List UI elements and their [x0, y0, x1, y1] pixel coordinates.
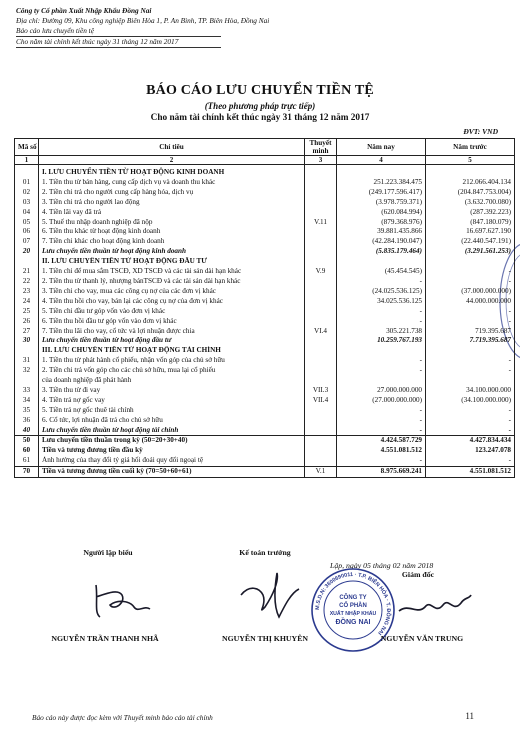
row-this-year: 34.025.536.125 [337, 297, 426, 307]
header-divider-2 [16, 47, 221, 48]
row-note [305, 257, 337, 267]
seal-line: CỔ PHẦN [339, 603, 367, 609]
row-note [305, 208, 337, 218]
table-row [15, 227, 515, 237]
table-row [15, 277, 515, 287]
currency-unit: ĐVT: VND [463, 127, 498, 136]
row-last-year: 123.247.078 [426, 446, 515, 456]
row-this-year: (42.284.190.047) [337, 237, 426, 247]
row-last-year: - [426, 416, 515, 426]
row-code: 31 [15, 356, 39, 366]
row-label: 4. Tiền trả nợ gốc vay [39, 396, 305, 406]
row-last-year: - [426, 307, 515, 317]
row-this-year: (249.177.596.417) [337, 188, 426, 198]
row-label: 5. Tiền chi đầu tư góp vốn vào đơn vị khác [39, 307, 305, 317]
row-code: 21 [15, 267, 39, 277]
row-note [305, 346, 337, 356]
row-note [305, 456, 337, 466]
row-note: V.9 [305, 267, 337, 277]
company-name: Công ty Cổ phần Xuất Nhập Khẩu Đồng Nai [16, 6, 152, 15]
table-row [15, 416, 515, 426]
table-row [15, 178, 515, 188]
row-note [305, 307, 337, 317]
report-title: BÁO CÁO LƯU CHUYỂN TIỀN TỆ [146, 83, 374, 98]
table-row [15, 356, 515, 366]
director-title: Giám đốc [401, 570, 435, 579]
row-last-year: 16.697.627.190 [426, 227, 515, 237]
row-this-year: (3.978.759.371) [337, 198, 426, 208]
row-note [305, 165, 337, 178]
row-label: 6. Cổ tức, lợi nhuận đã trả cho chủ sở hữu [39, 416, 305, 426]
table-row [15, 327, 515, 337]
row-this-year: 10.259.767.193 [337, 336, 426, 346]
row-label: 7. Tiền thu lãi cho vay, cổ tức và lợi nhuận được chia [39, 327, 305, 337]
row-this-year [337, 376, 426, 386]
row-note [305, 366, 337, 376]
table-row [15, 396, 515, 406]
row-this-year: 4.424.587.729 [337, 436, 426, 446]
row-last-year [426, 257, 515, 267]
row-code: 60 [15, 446, 39, 456]
table-row [15, 406, 515, 416]
row-label: 2. Tiền thu từ thanh lý, nhượng bánTSCĐ và các tài sản dài hạn khác [39, 277, 305, 287]
row-last-year: (3.632.700.080) [426, 198, 515, 208]
table-body [15, 165, 515, 478]
table-row [15, 376, 515, 386]
document-header [16, 6, 269, 48]
row-code: 40 [15, 426, 39, 436]
col-this-year-header: Năm nay [337, 139, 426, 156]
row-note [305, 227, 337, 237]
table-row [15, 346, 515, 356]
table-row [15, 208, 515, 218]
table-row [15, 297, 515, 307]
row-label: Tiền và tương đương tiền đầu kỳ [39, 446, 305, 456]
row-code: 70 [15, 467, 39, 478]
row-code: 03 [15, 198, 39, 208]
row-this-year: (879.368.976) [337, 218, 426, 228]
row-last-year: (204.847.753.004) [426, 188, 515, 198]
row-label: III. LƯU CHUYỂN TIỀN TỪ HOẠT ĐỘNG TÀI CHÍNH [39, 346, 305, 356]
table-header-row [15, 139, 515, 156]
preparer-name: NGUYỄN TRẦN THANH NHÃ [51, 634, 159, 643]
row-last-year: - [426, 356, 515, 366]
row-last-year: (287.392.223) [426, 208, 515, 218]
table-row [15, 426, 515, 436]
preparer-title: Người lập biểu [83, 548, 133, 557]
row-code [15, 257, 39, 267]
row-code: 30 [15, 336, 39, 346]
row-this-year [337, 257, 426, 267]
row-this-year: - [337, 426, 426, 436]
row-label: Ảnh hưởng của thay đổi tỷ giá hối đoái quy đổi ngoại tệ [39, 456, 305, 466]
row-code: 61 [15, 456, 39, 466]
report-subtitle: (Theo phương pháp trực tiếp) [204, 101, 316, 111]
row-code: 07 [15, 237, 39, 247]
row-note [305, 188, 337, 198]
row-last-year: 4.427.834.434 [426, 436, 515, 446]
row-label: Tiền và tương đương tiền cuối kỳ (70=50+60+61) [39, 467, 305, 478]
row-code: 32 [15, 366, 39, 376]
row-label: I. LƯU CHUYỂN TIỀN TỪ HOẠT ĐỘNG KINH DOANH [39, 165, 305, 178]
row-last-year: 719.395.687 [426, 327, 515, 337]
row-label: 3. Tiền chi cho vay, mua các công cụ nợ của các đơn vị khác [39, 287, 305, 297]
col-item-header: Chỉ tiêu [39, 139, 305, 156]
row-label: 4. Tiền thu hồi cho vay, bán lại các công cụ nợ của đơn vị khác [39, 297, 305, 307]
row-last-year: (3.291.561.253) [426, 247, 515, 257]
table-row [15, 218, 515, 228]
row-label: 7. Tiền chi khác cho hoạt động kinh doanh [39, 237, 305, 247]
row-last-year [426, 165, 515, 178]
row-this-year: - [337, 307, 426, 317]
table-row [15, 456, 515, 466]
row-note [305, 178, 337, 188]
row-this-year: - [337, 277, 426, 287]
report-period: Cho năm tài chính kết thúc ngày 31 tháng 12 năm 2017 [150, 113, 370, 123]
row-this-year: (5.835.179.464) [337, 247, 426, 257]
row-last-year: - [426, 267, 515, 277]
row-note [305, 277, 337, 287]
row-last-year: - [426, 366, 515, 376]
row-note [305, 416, 337, 426]
signing-date: Lập, ngày 05 tháng 02 năm 2018 [330, 561, 434, 570]
table-row [15, 366, 515, 376]
row-this-year: - [337, 416, 426, 426]
row-last-year: 7.719.395.687 [426, 336, 515, 346]
row-label: Lưu chuyển tiền thuần trong kỳ (50=20+30+40) [39, 436, 305, 446]
table-row [15, 287, 515, 297]
row-label: 2. Tiền chi trả vốn góp cho các chủ sở hữu, mua lại cổ phiếu [39, 366, 305, 376]
row-code: 04 [15, 208, 39, 218]
col-index: 5 [426, 156, 515, 165]
row-label: Lưu chuyển tiền thuần từ hoạt động đầu tư [39, 336, 305, 346]
row-this-year: (45.454.545) [337, 267, 426, 277]
row-last-year [426, 346, 515, 356]
seal-line: CÔNG TY [339, 595, 367, 601]
row-this-year: - [337, 406, 426, 416]
row-code: 35 [15, 406, 39, 416]
row-label: 2. Tiền chi trả cho người cung cấp hàng hóa, dịch vụ [39, 188, 305, 198]
row-last-year: (847.180.079) [426, 218, 515, 228]
row-code [15, 346, 39, 356]
row-this-year [337, 165, 426, 178]
row-last-year: - [426, 406, 515, 416]
row-label: 6. Tiền thu khác từ hoạt động kinh doanh [39, 227, 305, 237]
row-code: 23 [15, 287, 39, 297]
row-code: 06 [15, 227, 39, 237]
row-last-year: - [426, 277, 515, 287]
table-row [15, 247, 515, 257]
row-label: 4. Tiền lãi vay đã trả [39, 208, 305, 218]
row-code: 22 [15, 277, 39, 287]
seal-line: ĐỒNG NAI [335, 619, 371, 626]
row-note [305, 237, 337, 247]
row-last-year [426, 376, 515, 386]
row-label: của doanh nghiệp đã phát hành [39, 376, 305, 386]
row-code [15, 376, 39, 386]
row-this-year: 305.221.738 [337, 327, 426, 337]
table-row [15, 436, 515, 446]
row-note [305, 336, 337, 346]
table-row [15, 307, 515, 317]
preparer-signature [88, 575, 158, 623]
row-note [305, 317, 337, 327]
report-name: Báo cáo lưu chuyển tiền tệ [16, 26, 94, 35]
chief-accountant-name: NGUYỄN THỊ KHUYÊN [221, 634, 309, 643]
row-code: 02 [15, 188, 39, 198]
row-note [305, 406, 337, 416]
col-index: 2 [39, 156, 305, 165]
chief-accountant-title: Kế toán trưởng [239, 548, 291, 557]
row-code: 50 [15, 436, 39, 446]
row-label: 1. Tiền thu từ bán hàng, cung cấp dịch vụ và doanh thu khác [39, 178, 305, 188]
table-row [15, 467, 515, 478]
row-note [305, 356, 337, 366]
table-row [15, 198, 515, 208]
row-last-year: 212.066.404.134 [426, 178, 515, 188]
row-note: V.11 [305, 218, 337, 228]
row-note: V.1 [305, 467, 337, 478]
seal-line: XUẤT NHẬP KHẨU [329, 611, 377, 617]
row-note [305, 247, 337, 257]
row-last-year: 44.000.000.000 [426, 297, 515, 307]
col-index: 4 [337, 156, 426, 165]
row-note [305, 426, 337, 436]
row-last-year: - [426, 426, 515, 436]
director-name: NGUYỄN VĂN TRUNG [380, 634, 464, 643]
col-index: 3 [305, 156, 337, 165]
row-label: 5. Thuế thu nhập doanh nghiệp đã nộp [39, 218, 305, 228]
row-label: II. LƯU CHUYỂN TIỀN TỪ HOẠT ĐỘNG ĐẦU TƯ [39, 257, 305, 267]
row-code [15, 165, 39, 178]
row-label: 3. Tiền thu từ đi vay [39, 386, 305, 396]
table-row [15, 188, 515, 198]
row-note: VII.3 [305, 386, 337, 396]
table-row [15, 237, 515, 247]
page-number: 11 [465, 711, 474, 721]
row-label: 1. Tiền chi để mua sắm TSCĐ, XD TSCĐ và các tài sản dài hạn khác [39, 267, 305, 277]
col-code-header: Mã số [15, 139, 39, 156]
row-this-year: 251.223.384.475 [337, 178, 426, 188]
row-code: 20 [15, 247, 39, 257]
row-code: 25 [15, 307, 39, 317]
row-label: 3. Tiền chi trả cho người lao động [39, 198, 305, 208]
row-code: 34 [15, 396, 39, 406]
row-label: 1. Tiền thu từ phát hành cổ phiếu, nhận vốn góp của chủ sở hữu [39, 356, 305, 366]
row-this-year: - [337, 356, 426, 366]
col-note-header: Thuyết minh [305, 139, 337, 156]
row-label: 6. Tiền thu hồi đầu tư góp vốn vào đơn vị khác [39, 317, 305, 327]
company-address: Địa chỉ: Đường 09, Khu công nghiệp Biên Hòa 1, P. An Bình, TP. Biên Hòa, Đồng Nai [16, 16, 270, 25]
row-label: 5. Tiền trả nợ gốc thuê tài chính [39, 406, 305, 416]
chief-accountant-signature [235, 565, 305, 625]
cash-flow-table [14, 138, 515, 478]
row-last-year: (37.000.000.000) [426, 287, 515, 297]
footer-note: Báo cáo này được đọc kèm với Thuyết minh báo cáo tài chính [32, 713, 213, 722]
row-last-year: 4.551.081.512 [426, 467, 515, 478]
row-this-year: 4.551.081.512 [337, 446, 426, 456]
director-signature [395, 585, 475, 625]
row-note [305, 198, 337, 208]
row-this-year: 27.000.000.000 [337, 386, 426, 396]
row-last-year: 34.100.000.000 [426, 386, 515, 396]
row-this-year: - [337, 456, 426, 466]
table-row [15, 267, 515, 277]
row-this-year: 8.975.669.241 [337, 467, 426, 478]
row-last-year: (22.440.547.191) [426, 237, 515, 247]
row-code: 33 [15, 386, 39, 396]
table-row [15, 336, 515, 346]
row-note [305, 376, 337, 386]
row-code: 27 [15, 327, 39, 337]
row-code: 24 [15, 297, 39, 307]
row-this-year: - [337, 366, 426, 376]
row-last-year: (34.100.000.000) [426, 396, 515, 406]
row-note [305, 297, 337, 307]
row-last-year: - [426, 456, 515, 466]
row-code: 05 [15, 218, 39, 228]
col-last-year-header: Năm trước [426, 139, 515, 156]
table-row [15, 257, 515, 267]
row-this-year: 39.881.435.866 [337, 227, 426, 237]
row-note [305, 287, 337, 297]
table-row [15, 165, 515, 178]
table-row [15, 446, 515, 456]
row-this-year [337, 346, 426, 356]
row-this-year: - [337, 317, 426, 327]
row-note [305, 446, 337, 456]
row-code: 01 [15, 178, 39, 188]
row-note [305, 436, 337, 446]
row-this-year: (24.025.536.125) [337, 287, 426, 297]
row-code: 26 [15, 317, 39, 327]
row-this-year: (27.000.000.000) [337, 396, 426, 406]
table-index-row [15, 156, 515, 165]
table-row [15, 317, 515, 327]
row-code: 36 [15, 416, 39, 426]
header-period: Cho năm tài chính kết thúc ngày 31 tháng 12 năm 2017 [16, 37, 179, 46]
row-label: Lưu chuyển tiền thuần từ hoạt động tài chính [39, 426, 305, 436]
row-note: VI.4 [305, 327, 337, 337]
row-this-year: (620.084.994) [337, 208, 426, 218]
row-last-year: - [426, 317, 515, 327]
table-row [15, 386, 515, 396]
row-label: Lưu chuyển tiền thuần từ hoạt động kinh doanh [39, 247, 305, 257]
row-note: VII.4 [305, 396, 337, 406]
col-index: 1 [15, 156, 39, 165]
seal-ring-text: M.S.D.N: 3600690011 · T.P. BIÊN HÒA · T. ĐỒNG NAI [314, 571, 392, 636]
